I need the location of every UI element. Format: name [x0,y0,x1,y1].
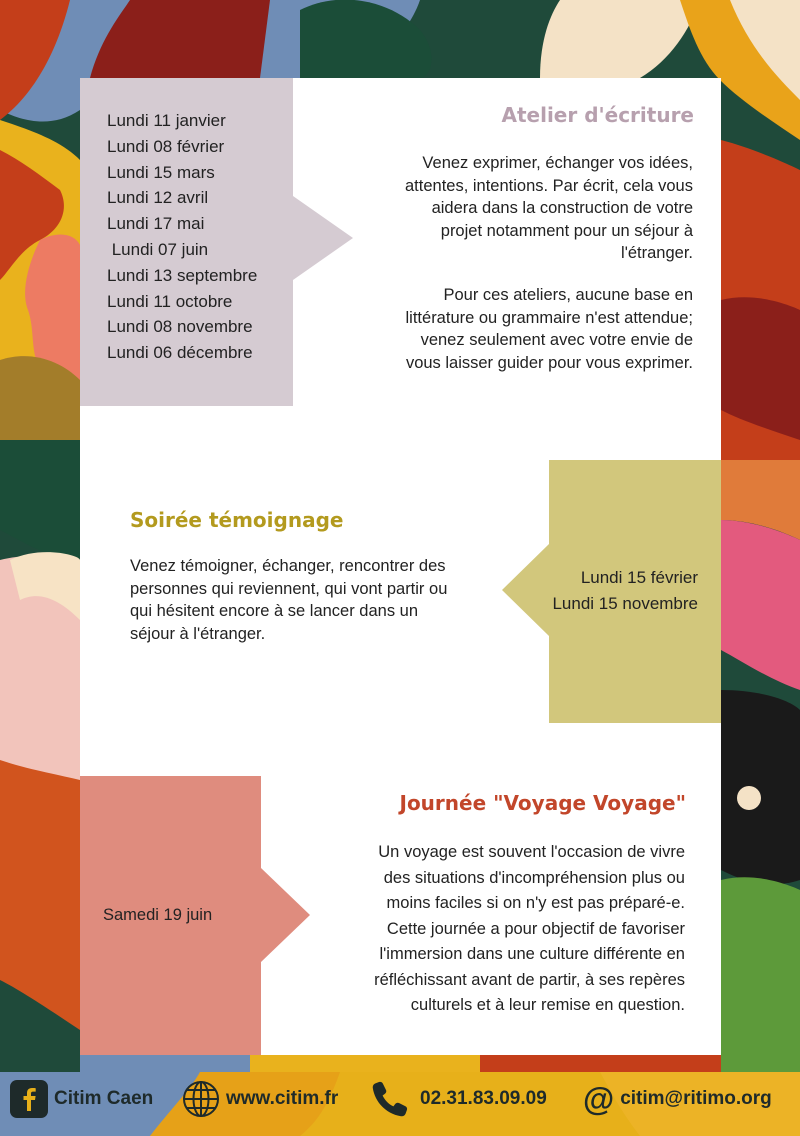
atelier-date: Lundi 06 décembre [107,343,253,363]
text-line: vous laisser guider pour vous exprimer. [405,353,693,372]
soiree-date: Lundi 15 février [580,568,698,587]
text-line: l'étranger. [621,244,693,262]
atelier-title: Atelier d'écriture [501,103,694,127]
phone-icon [370,1079,410,1119]
journee-paragraph [305,840,685,1019]
atelier-date: Lundi 12 avril [107,188,209,208]
text-line: Pour ces ateliers, aucune base en [443,286,693,304]
atelier-date: Lundi 08 novembre [107,317,253,337]
atelier-date: Lundi 07 juin [107,239,209,259]
email-contact[interactable] [583,1072,772,1126]
soiree-title: Soirée témoignage [130,508,344,532]
text-line: culturels et à leur remise en question. [410,996,685,1014]
facebook-link[interactable] [10,1072,153,1126]
atelier-date: Lundi 15 mars [107,162,215,182]
text-line: qui hésitent encore à se lancer dans un [130,602,419,620]
atelier-paragraph-1 [333,152,693,265]
atelier-date: Lundi 11 janvier [107,111,226,130]
atelier-date: Lundi 08 février [107,136,225,156]
text-line: personnes qui reviennent, qui vont partir ou [130,579,448,598]
atelier-paragraph-2 [333,284,693,374]
at-icon: @ [583,1081,615,1117]
text-line: Cette journée a pour objectif de favoriser [386,919,685,938]
website-label: www.citim.fr [226,1088,339,1109]
atelier-date: Lundi 13 septembre [107,265,258,285]
text-line: attentes, intentions. Par écrit, cela vous [405,176,693,195]
email-label: citim@ritimo.org [620,1088,772,1109]
globe-icon [182,1080,220,1118]
soiree-date-list [508,565,698,617]
text-line: littérature ou grammaire n'est attendue; [405,308,693,327]
atelier-date: Lundi 17 mai [107,214,205,234]
facebook-icon [10,1080,48,1118]
text-line: Venez témoigner, échanger, rencontrer des [130,557,446,575]
phone-contact[interactable] [370,1072,547,1126]
text-line: Un voyage est souvent l'occasion de vivre [378,843,685,861]
text-line: moins faciles si on n'y est pas préparé-e. [386,894,685,912]
text-line: l'immersion dans une culture différente en [379,945,685,963]
text-line: séjour à l'étranger. [130,624,266,643]
facebook-label: Citim Caen [54,1088,154,1109]
phone-label: 02.31.83.09.09 [420,1088,547,1109]
journee-title: Journée "Voyage Voyage" [399,791,686,815]
text-line: des situations d'incompréhension plus ou [383,868,685,887]
text-line: Venez exprimer, échanger vos idées, [422,154,693,172]
soiree-paragraph [130,555,510,645]
website-link[interactable] [182,1072,338,1126]
text-line: aidera dans la construction de votre [431,199,693,217]
atelier-date: Lundi 11 octobre [107,291,233,311]
contact-footer [0,1072,800,1136]
journee-date: Samedi 19 juin [103,906,213,924]
soiree-date: Lundi 15 novembre [552,593,698,613]
text-line: venez seulement avec votre envie de [420,331,693,349]
text-line: réfléchissant avant de partir, à ses repères [374,970,685,989]
text-line: projet notamment pour un séjour à [440,221,693,240]
atelier-date-list [107,108,297,366]
